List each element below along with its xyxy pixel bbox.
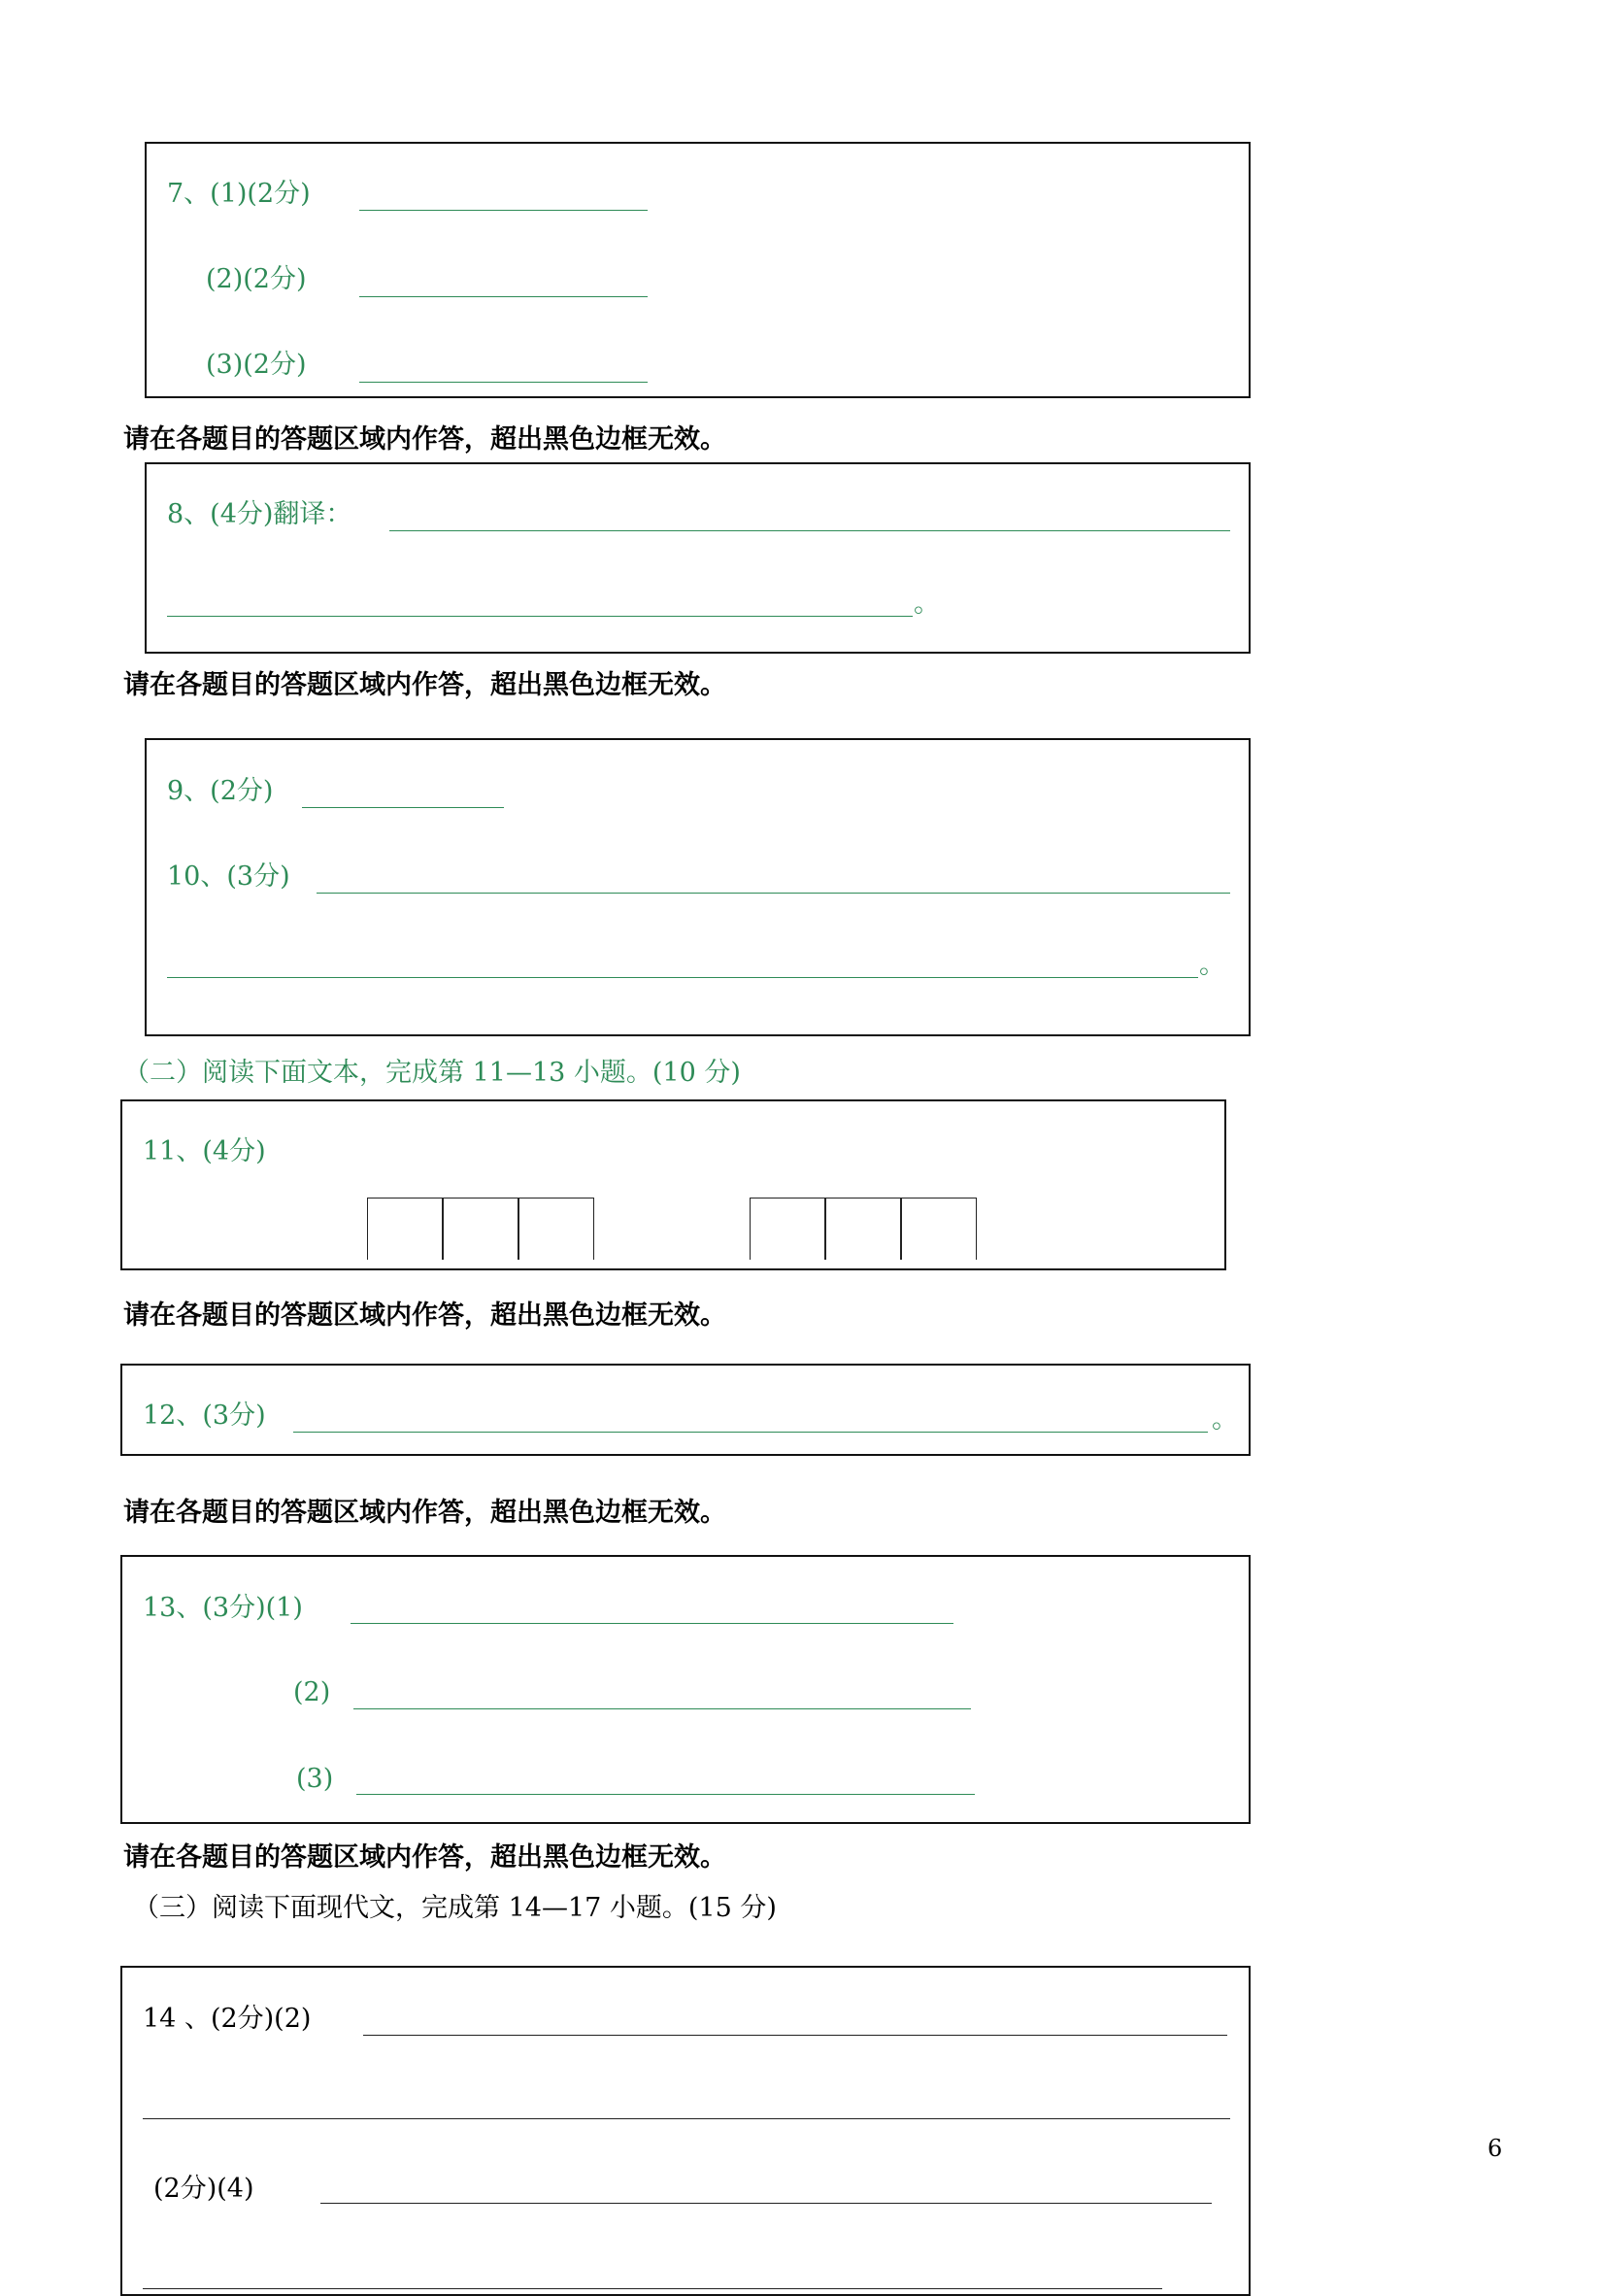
- q12-label: 12、(3分): [143, 1401, 266, 1431]
- q11-char-cell[interactable]: [367, 1198, 443, 1260]
- answer-box-q8: [145, 462, 1251, 654]
- q14-4-answer-line-2[interactable]: [143, 2288, 1162, 2289]
- q10-answer-line-1[interactable]: [317, 893, 1230, 894]
- page-number: 6: [1487, 2135, 1503, 2162]
- q13-1-answer-line[interactable]: [351, 1623, 953, 1624]
- q7-2-label: (2)(2分): [206, 264, 307, 294]
- q8-answer-line-1[interactable]: [389, 530, 1230, 531]
- notice-text: 请在各题目的答题区域内作答，超出黑色边框无效。: [123, 1498, 726, 1528]
- section3-heading: （三）阅读下面现代文，完成第 14—17 小题。(15 分): [133, 1893, 777, 1923]
- q9-label: 9、(2分): [167, 776, 274, 806]
- q11-char-cell[interactable]: [901, 1198, 977, 1260]
- q11-char-cell[interactable]: [443, 1198, 518, 1260]
- q13-2-answer-line[interactable]: [353, 1708, 971, 1709]
- q8-period: 。: [914, 589, 940, 619]
- q13-3-label: (3): [296, 1764, 334, 1794]
- q8-answer-line-2[interactable]: [167, 616, 913, 617]
- notice-text: 请在各题目的答题区域内作答，超出黑色边框无效。: [123, 424, 726, 455]
- q10-label: 10、(3分): [167, 861, 290, 892]
- answer-box-q12: [120, 1364, 1251, 1456]
- q7-3-answer-line[interactable]: [359, 382, 648, 383]
- notice-text: 请在各题目的答题区域内作答，超出黑色边框无效。: [123, 1842, 726, 1873]
- answer-box-q9-q10: [145, 738, 1251, 1036]
- notice-text: 请在各题目的答题区域内作答，超出黑色边框无效。: [123, 1300, 726, 1331]
- q14-4-label: (2分)(4): [153, 2174, 254, 2204]
- q10-period: 。: [1199, 950, 1225, 980]
- q7-label: 7、(1)(2分): [167, 179, 311, 209]
- q14-2-answer-line-2[interactable]: [143, 2118, 1230, 2119]
- q13-3-answer-line[interactable]: [356, 1794, 975, 1795]
- notice-text: 请在各题目的答题区域内作答，超出黑色边框无效。: [123, 670, 726, 700]
- q13-2-label: (2): [293, 1677, 331, 1707]
- q8-label: 8、(4分)翻译：: [167, 499, 352, 529]
- answer-box-q11: [120, 1099, 1226, 1270]
- q12-answer-line[interactable]: [293, 1432, 1208, 1433]
- q11-label: 11、(4分): [143, 1136, 266, 1166]
- q10-answer-line-2[interactable]: [167, 977, 1198, 978]
- q14-2-answer-line-1[interactable]: [363, 2035, 1227, 2036]
- q11-char-cell[interactable]: [750, 1198, 825, 1260]
- q14-4-answer-line-1[interactable]: [320, 2203, 1212, 2204]
- q12-period: 。: [1212, 1404, 1238, 1435]
- q13-label: 13、(3分)(1): [143, 1593, 303, 1623]
- answer-box-q7: [145, 142, 1251, 398]
- q7-2-answer-line[interactable]: [359, 296, 648, 297]
- q7-1-answer-line[interactable]: [359, 210, 648, 211]
- q14-label: 14 、(2分)(2): [143, 2004, 312, 2034]
- section2-heading: （二）阅读下面文本，完成第 11—13 小题。(10 分): [123, 1058, 741, 1088]
- q11-char-cell[interactable]: [518, 1198, 594, 1260]
- q11-char-cell[interactable]: [825, 1198, 901, 1260]
- q9-answer-line[interactable]: [302, 807, 504, 808]
- q7-3-label: (3)(2分): [206, 350, 307, 380]
